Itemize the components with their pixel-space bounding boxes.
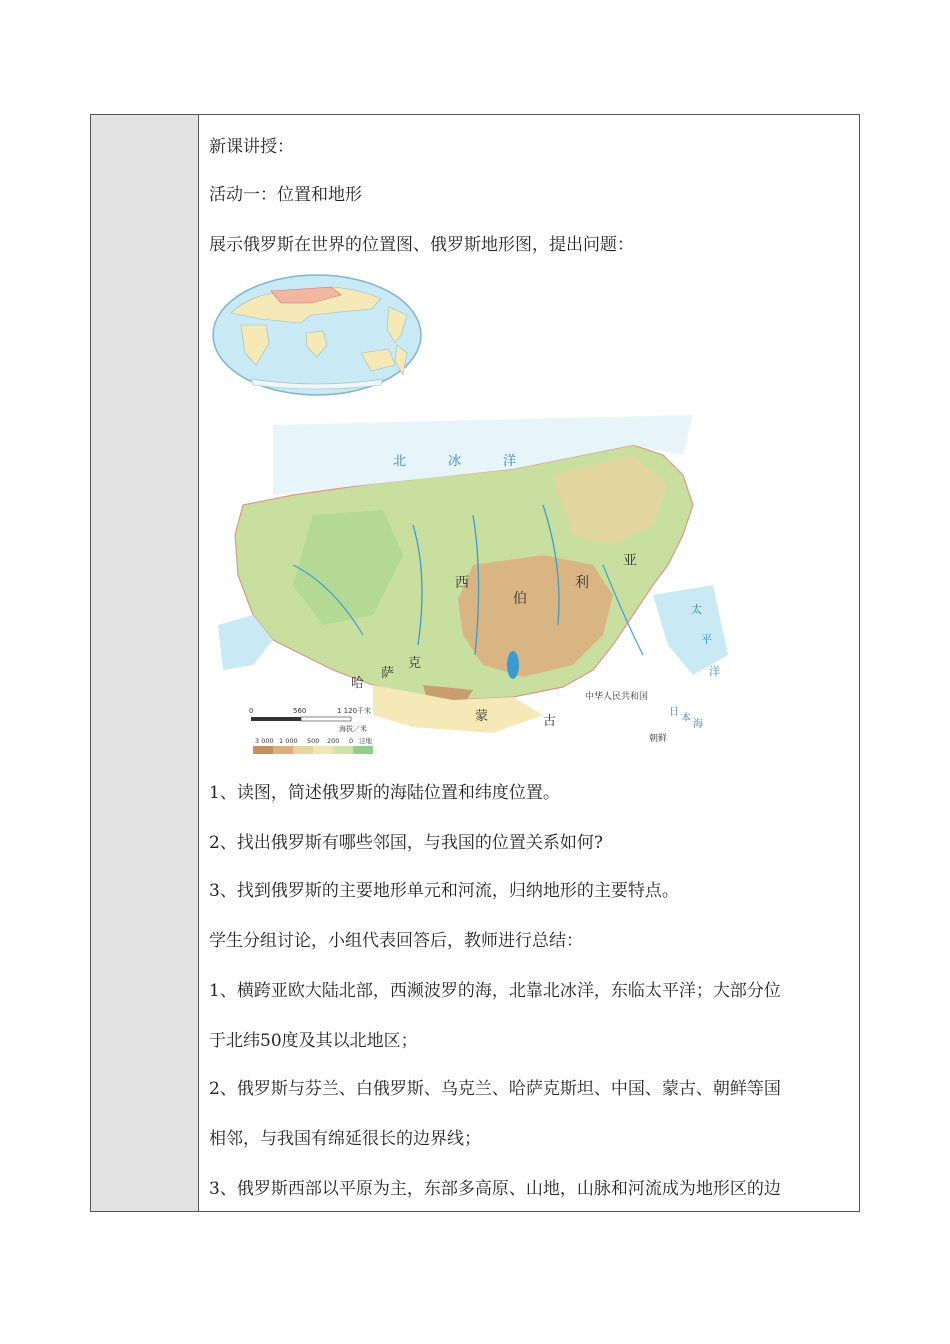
summary-line: 3、俄罗斯西部以平原为主，东部多高原、山地，山脉和河流成为地形区的边	[209, 1179, 781, 1199]
map-label: 亚	[623, 553, 637, 569]
map-label: 日	[669, 707, 679, 718]
label-cell	[91, 115, 199, 1211]
map-label: 海	[693, 719, 703, 730]
legend-label: 500	[307, 737, 320, 745]
map-label: 平	[701, 633, 712, 646]
discussion-text: 学生分组讨论，小组代表回答后，教师进行总结：	[209, 931, 583, 951]
map-label: 利	[575, 575, 589, 591]
map-label: 冰	[448, 454, 462, 469]
map-label: 洋	[709, 665, 720, 678]
summary-line: 1、横跨亚欧大陆北部，西濒波罗的海，北靠北冰洋，东临太平洋；大部分位	[209, 981, 781, 1001]
section-heading: 新课讲授：	[209, 137, 294, 157]
elevation-legend	[253, 724, 373, 754]
question-3: 3、找到俄罗斯的主要地形单元和河流，归纳地形的主要特点。	[209, 881, 679, 901]
map-label: 太	[691, 603, 702, 616]
map-label: 西	[455, 575, 469, 591]
legend-swatch	[333, 746, 353, 754]
legend-label: 0	[349, 737, 354, 745]
map-label: 蒙	[475, 709, 489, 724]
summary-line: 于北纬50度及其以北地区；	[209, 1031, 418, 1051]
legend-swatch	[273, 746, 293, 754]
scale-tick: 0	[249, 707, 254, 715]
question-1: 1、读图，简述俄罗斯的海陆位置和纬度位置。	[209, 783, 560, 803]
map-label: 萨	[381, 666, 395, 681]
map-label: 洋	[503, 454, 517, 469]
map-label: 朝鲜	[649, 734, 668, 744]
world-location-map	[211, 273, 423, 397]
question-2: 2、找出俄罗斯有哪些邻国，与我国的位置关系如何?	[209, 833, 603, 853]
legend-label: 200	[327, 737, 340, 745]
intro-text: 展示俄罗斯在世界的位置图、俄罗斯地形图，提出问题：	[209, 235, 634, 255]
lesson-table	[90, 114, 860, 1212]
summary-line: 相邻，与我国有绵延很长的边界线；	[209, 1129, 481, 1149]
content-cell	[199, 115, 859, 1211]
legend-label: 洼地	[359, 737, 372, 745]
legend-title: 海拔／米	[339, 725, 367, 733]
russia-terrain-map	[213, 415, 733, 755]
legend-swatch	[313, 746, 333, 754]
legend-label: 3 000	[255, 737, 274, 745]
scale-tick: 560	[293, 707, 307, 715]
map-label: 北	[393, 454, 407, 469]
map-label: 中华人民共和国	[585, 692, 649, 702]
map-label: 哈	[351, 676, 365, 691]
map-label: 克	[408, 656, 422, 671]
activity-title: 活动一：位置和地形	[209, 185, 362, 205]
legend-swatch	[293, 746, 313, 754]
map-scale-bar	[249, 706, 371, 721]
scale-tick: 1 120千米	[337, 707, 372, 715]
legend-swatch	[353, 746, 373, 754]
summary-line: 2、俄罗斯与芬兰、白俄罗斯、乌克兰、哈萨克斯坦、中国、蒙古、朝鲜等国	[209, 1079, 781, 1099]
legend-label: 1 000	[279, 737, 298, 745]
legend-swatch	[253, 746, 273, 754]
map-label: 古	[543, 714, 557, 729]
map-label: 本	[681, 713, 691, 724]
map-label: 伯	[513, 591, 527, 607]
